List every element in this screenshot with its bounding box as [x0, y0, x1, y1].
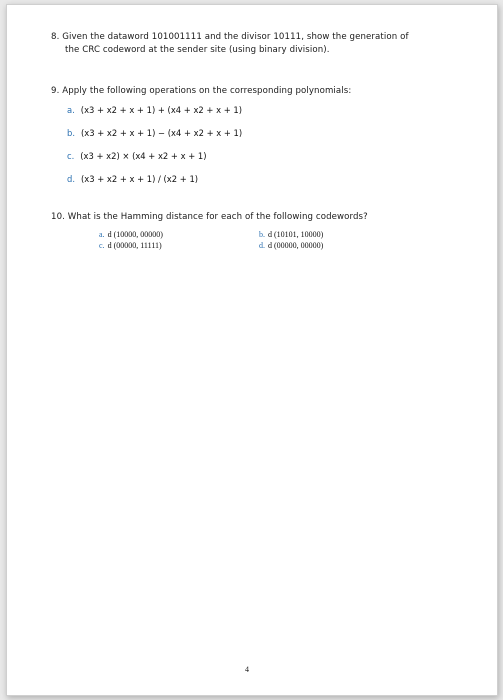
- polynomial-expression: (x3 + x2) × (x4 + x2 + x + 1): [80, 151, 207, 161]
- list-item: [259, 230, 323, 239]
- item-letter: b.: [259, 230, 265, 239]
- hamming-expression: d (00000, 11111): [107, 241, 162, 250]
- item-letter: c.: [67, 151, 75, 161]
- list-item: [67, 174, 198, 184]
- hamming-expression: d (10000, 00000): [107, 230, 163, 239]
- question-10: [51, 211, 471, 224]
- polynomial-expression: (x3 + x2 + x + 1) − (x4 + x2 + x + 1): [80, 128, 243, 138]
- question-10-title: 10. What is the Hamming distance for each of the following codewords?: [51, 212, 368, 222]
- polynomial-expression: (x3 + x2 + x + 1) / (x2 + 1): [80, 174, 199, 184]
- question-8-line-1: 8. Given the dataword 101001111 and the divisor 10111, show the generation of: [51, 32, 409, 42]
- item-letter: d.: [67, 174, 75, 184]
- document-page: [6, 4, 498, 696]
- list-item: [67, 105, 242, 115]
- item-letter: d.: [259, 241, 265, 250]
- question-9-title: 9. Apply the following operations on the corresponding polynomials:: [51, 86, 352, 96]
- item-letter: b.: [67, 128, 75, 138]
- page-number: 4: [245, 665, 249, 674]
- item-letter: c.: [99, 241, 105, 250]
- item-letter: a.: [67, 105, 75, 115]
- polynomial-expression: (x3 + x2 + x + 1) + (x4 + x2 + x + 1): [80, 105, 242, 115]
- list-item: [99, 241, 162, 250]
- list-item: [99, 230, 163, 239]
- question-8-line-2: the CRC codeword at the sender site (using binary division).: [65, 45, 330, 55]
- list-item: [259, 241, 323, 250]
- item-letter: a.: [99, 230, 105, 239]
- hamming-expression: d (10101, 10000): [268, 230, 324, 239]
- question-8: [51, 31, 471, 57]
- list-item: [67, 151, 206, 161]
- hamming-expression: d (00000, 00000): [268, 241, 324, 250]
- question-9: [51, 85, 471, 98]
- list-item: [67, 128, 242, 138]
